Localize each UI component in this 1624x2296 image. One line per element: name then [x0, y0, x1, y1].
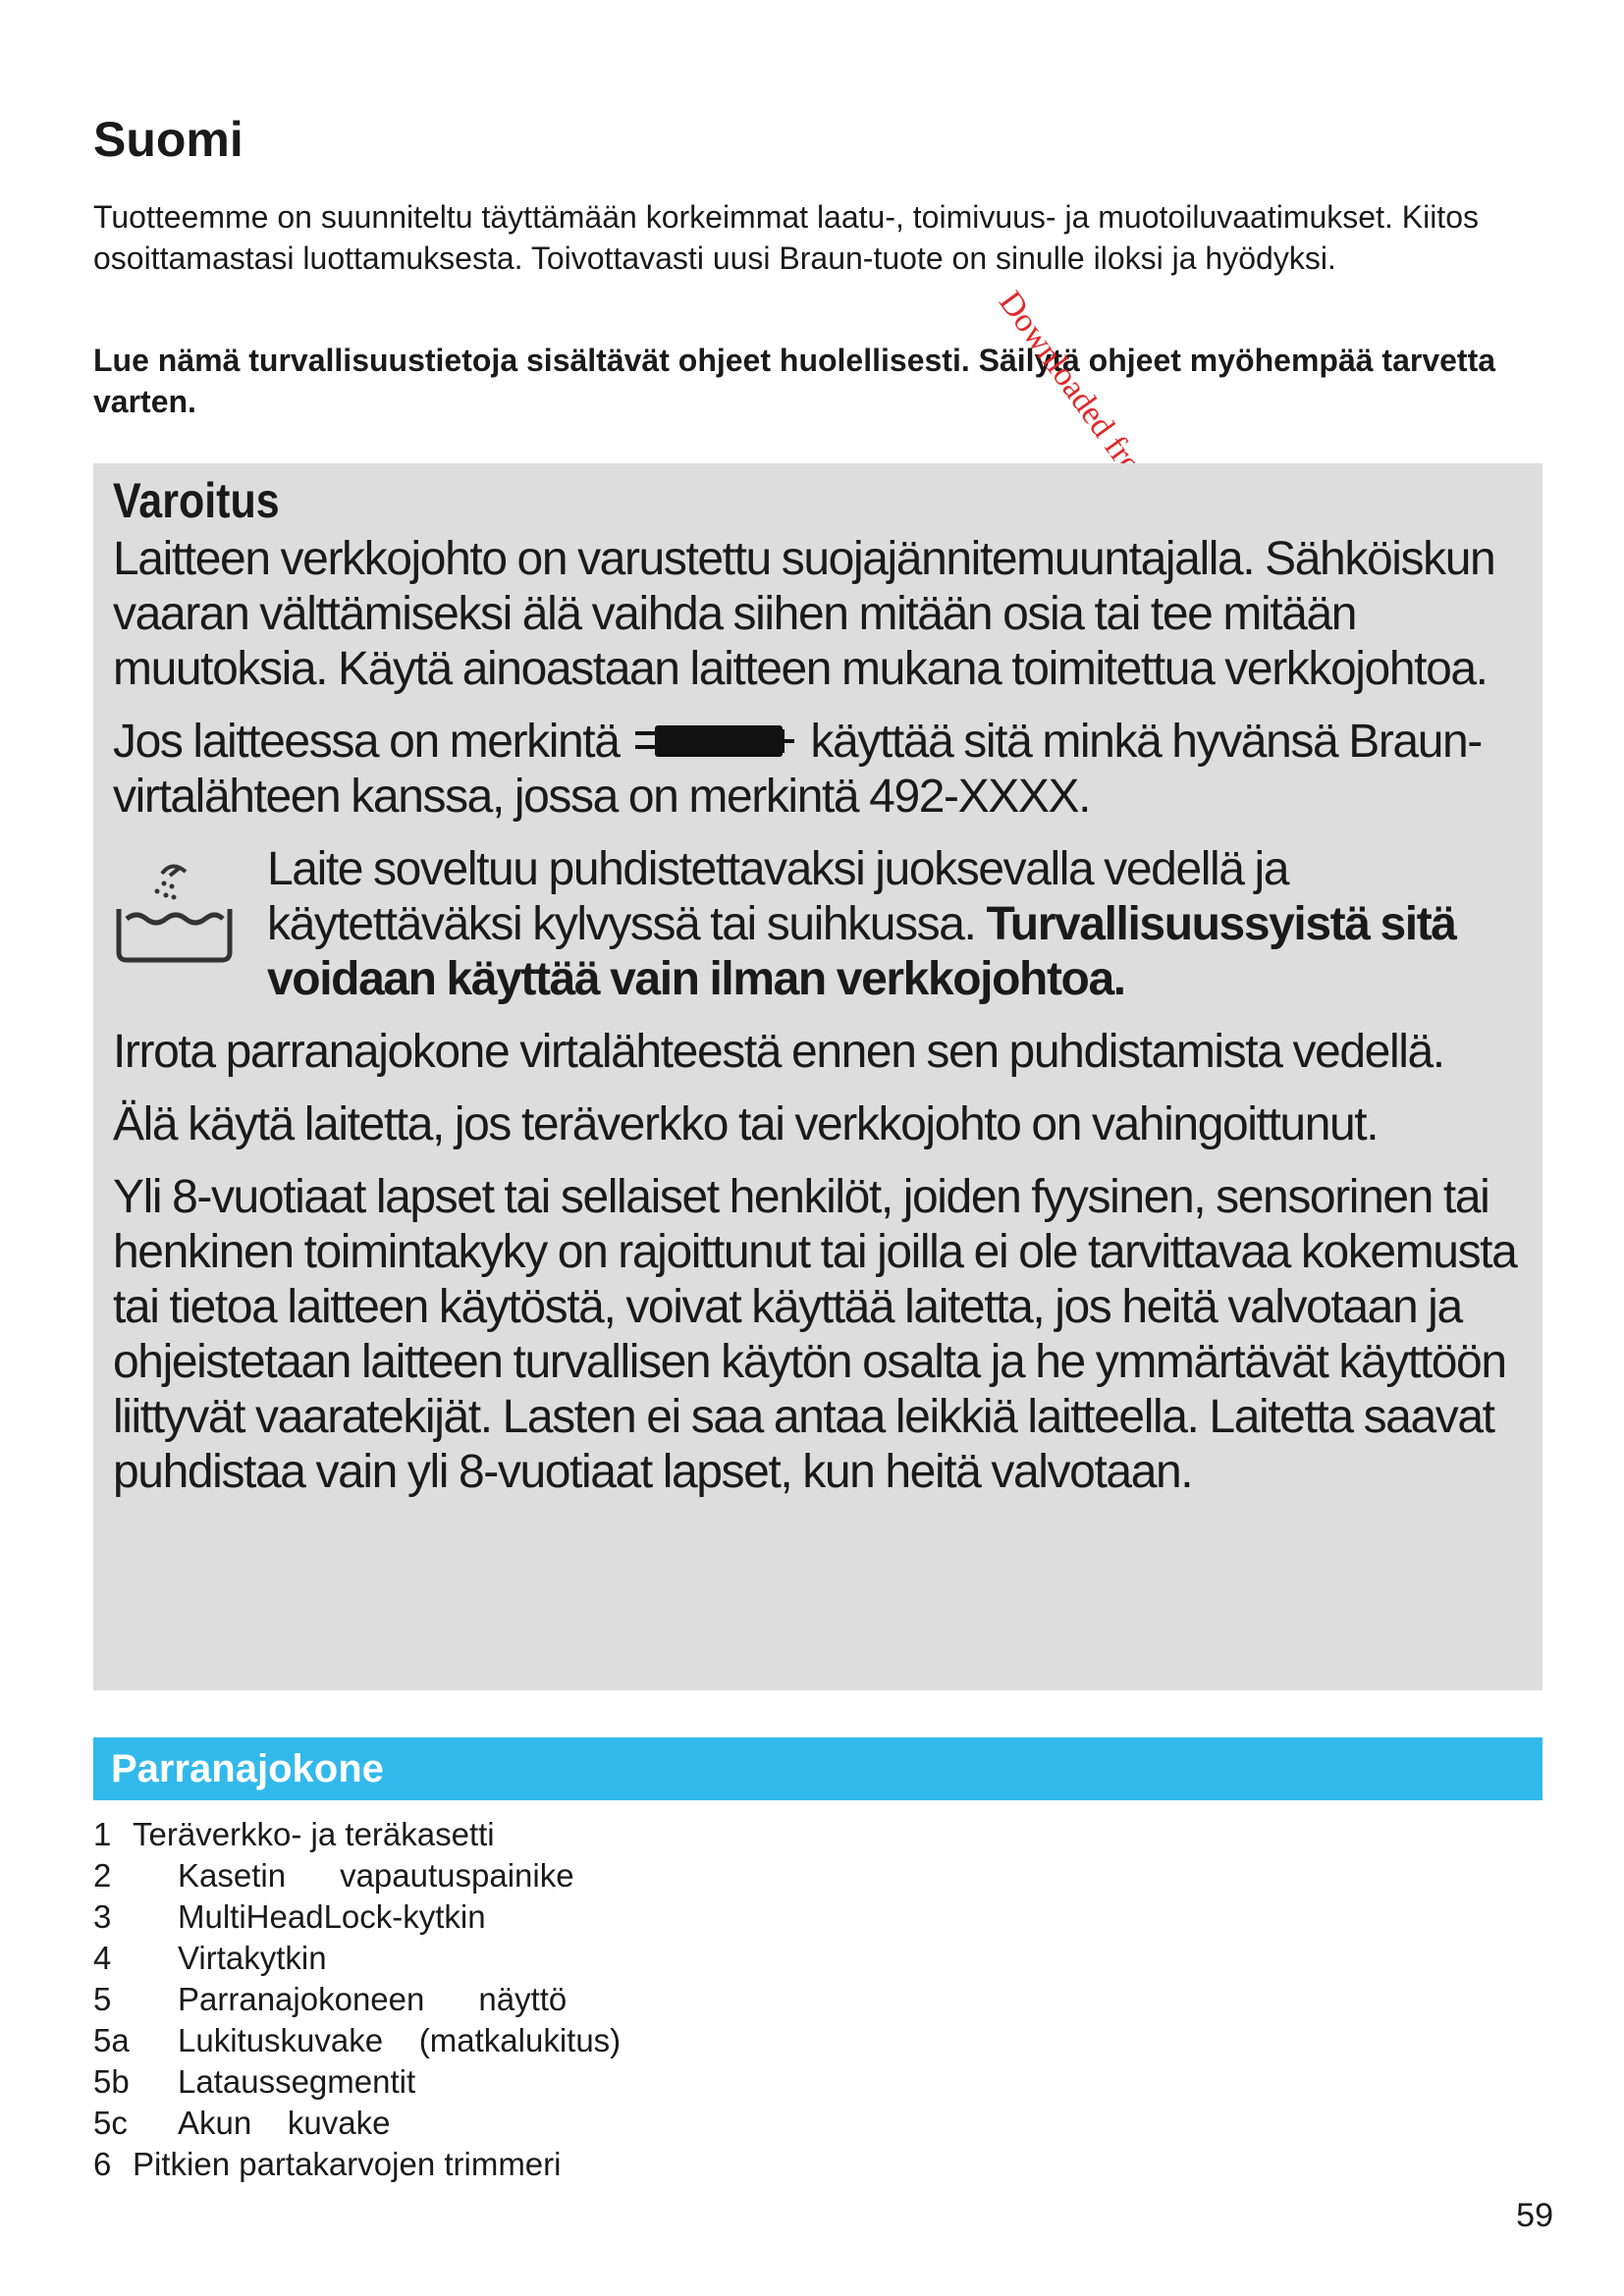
list-item [93, 1979, 977, 2020]
water-use-row [113, 842, 1523, 1007]
list-item [93, 1896, 977, 1938]
list-item [93, 2103, 977, 2144]
warning-paragraph-water [267, 842, 1523, 1007]
warning-paragraph-cord: Laitteen verkkojohto on varustettu suojajännitemuuntajalla. Sähköiskun vaaran välttämiseksi älä vaihda siihen mitään osia tai tee mitään muutoksia. Käytä ainoastaan laitteen mukana toimitettua verkkojohtoa. [113, 533, 1495, 695]
part-label: Teräverkko- ja teräkasetti [133, 1816, 495, 1852]
part-label: Lukituskuvake (matkalukitus) [178, 2022, 622, 2058]
warning-p3-bold: Turvallisuussyistä sitä voidaan käyttää vain ilman verkkojohtoa. [267, 898, 1456, 1005]
list-item [93, 2061, 977, 2103]
warning-p3-normal: Laite soveltuu puhdistettavaksi juoksevalla vedellä ja käytettäväksi kylvyssä tai suihkussa. [267, 843, 1289, 950]
list-item [93, 2020, 977, 2061]
part-number: 6 [93, 2146, 112, 2182]
part-number: 2 [93, 1857, 112, 1894]
warning-paragraph-damaged: Älä käytä laitetta, jos teräverkko tai verkkojohto on vahingoittunut. [113, 1098, 1379, 1150]
parts-list [93, 1814, 977, 2185]
page-number: 59 [1516, 2197, 1553, 2234]
warning-paragraph-disconnect: Irrota parranajokone virtalähteestä ennen sen puhdistamista vedellä. [113, 1026, 1444, 1078]
warning-paragraph-children: Yli 8-vuotiaat lapset tai sellaiset henkilöt, joiden fyysinen, sensorinen tai henkinen toimintakyky on rajoittunut tai joilla ei ole tarvittavaa kokemusta tai tietoa laitteen käytöstä, voivat käyttää laitetta, jos heitä valvotaan ja ohjeistetaan laitteen turvallisen käytön osalta ja he ymmärtävät käyttöön liittyvät vaaratekijät. Lasten ei saa antaa leikkiä laitteella. Laitetta saavat puhdistaa vain yli 8-vuotiaat lapset, kun heitä valvotaan. [113, 1171, 1517, 1498]
section-header-bar [93, 1737, 1543, 1800]
intro-bold-paragraph: Lue nämä turvallisuustietoja sisältävät ohjeet huolellisesti. Säilytä ohjeet myöhempää tarvetta varten. [93, 343, 1496, 419]
list-item [93, 1814, 977, 1855]
list-item [93, 1855, 977, 1896]
power-plug-symbol-icon [633, 721, 795, 761]
warning-p2-after: käyttää sitä minkä hyvänsä Braun-virtalähteen kanssa, jossa on merkintä 492-XXXX. [113, 716, 1482, 823]
part-label: Lataussegmentit [178, 2063, 416, 2100]
part-number: 1 [93, 1816, 112, 1852]
warning-p2-before: Jos laitteessa on merkintä [113, 716, 620, 768]
part-number: 5c [93, 2105, 128, 2141]
part-number: 5a [93, 2022, 130, 2058]
intro-paragraph: Tuotteemme on suunniteltu täyttämään korkeimmat laatu-, toimivuus- ja muotoiluvaatimukset. Kiitos osoittamastasi luottamuksesta. Toivottavasti uusi Braun-tuote on sinulle iloksi ja hyödyksi. [93, 199, 1479, 276]
warning-paragraph-power-supply [113, 715, 1523, 825]
part-label: Kasetin vapautuspainike [178, 1857, 574, 1894]
part-label: Pitkien partakarvojen trimmeri [133, 2146, 562, 2182]
part-number: 5 [93, 1981, 112, 2017]
warning-box [93, 463, 1543, 1690]
part-label: Parranajokoneen näyttö [178, 1981, 568, 2017]
section-title: Parranajokone [111, 1747, 384, 1790]
part-label: Virtakytkin [178, 1940, 327, 1976]
warning-title: Varoitus [113, 473, 280, 528]
part-number: 5b [93, 2063, 130, 2100]
list-item [93, 1938, 977, 1979]
part-label: Akun kuvake [178, 2105, 391, 2141]
part-label: MultiHeadLock-kytkin [178, 1898, 486, 1935]
bath-shower-icon [113, 854, 236, 972]
page-title: Suomi [93, 112, 244, 167]
part-number: 3 [93, 1898, 112, 1935]
list-item [93, 2144, 977, 2185]
part-number: 4 [93, 1940, 112, 1976]
